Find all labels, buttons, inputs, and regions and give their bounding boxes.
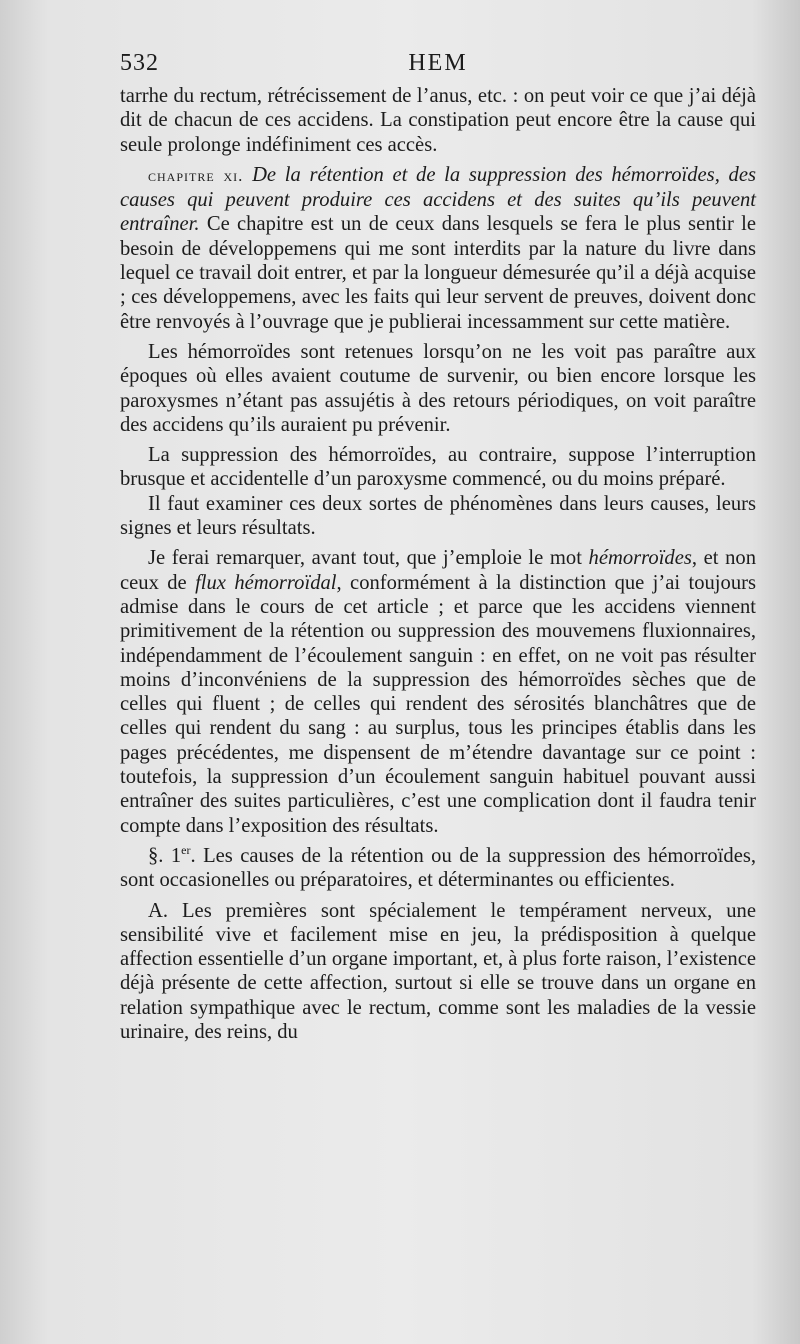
chapter-text: Ce chapitre est un de ceux dans lesquels se fera le plus sentir le besoin de développemens qui me sont interdits par la nature du livre dans lequel ce travail doit entrer, et par la longueur démesurée qu’il a déjà acquise ; ces développemens, avec les faits qui leur servent de preuves, doivent donc être renvoyés à l’ouvrage que je publierai incessamment sur cette matière. bbox=[120, 213, 756, 333]
section-mark: §. 1 bbox=[148, 844, 182, 867]
paragraph-examine: Il faut examiner ces deux sortes de phénomènes dans leurs causes, leurs signes et leurs résultats. bbox=[120, 492, 756, 540]
remark-text-b: , et non ceux de bbox=[120, 547, 756, 594]
running-head: HEM bbox=[408, 50, 468, 76]
paragraph-retention: Les hémorroïdes sont retenues lorsqu’on ne les voit pas paraître aux époques où elles avaient coutume de survenir, ou bien encore lorsque les paroxysmes n’étant pas assujétis à des retours périodiques, on voit paraître des accidens qu’ils auraient pu prévenir. bbox=[120, 340, 756, 436]
section-superscript: er bbox=[181, 843, 191, 858]
paragraph-remark bbox=[120, 546, 756, 838]
paragraph-causes-a: A. Les premières sont spécialement le tempérament nerveux, une sensibilité vive et facilement mise en jeu, la prédisposition à quelque affection essentielle d’un organe important, et, à plus forte raison, l’existence déjà présente de cette affection, surtout si elle se trouve dans un organe en relation sympathique avec le rectum, comme sont les maladies de la vessie urinaire, des reins, du bbox=[120, 899, 756, 1043]
paragraph-section-1 bbox=[120, 844, 756, 893]
remark-text-a: Je ferai remarquer, avant tout, que j’emploie le mot bbox=[148, 547, 582, 570]
paragraph-suppression: La suppression des hémorroïdes, au contraire, suppose l’interruption brusque et accidentelle d’un paroxysme commencé, ou du moins préparé. bbox=[120, 444, 756, 491]
chapter-title: De la rétention et de la suppression des hémorroïdes, des causes qui peuvent produire ces accidens et des suites qu’ils peuvent entraîner. bbox=[120, 163, 756, 236]
remark-term-hemorroides: hémorroïdes bbox=[588, 547, 692, 570]
chapter-label: chapitre xi. bbox=[148, 165, 244, 185]
page-number: 532 bbox=[120, 50, 159, 76]
section-text: . Les causes de la rétention ou de la suppression des hémorroïdes, sont occasionelles ou préparatoires, et déterminantes ou efficientes. bbox=[120, 844, 757, 892]
page-header bbox=[120, 50, 756, 82]
page-body bbox=[120, 84, 756, 1044]
remark-term-flux: flux hémorroïdal bbox=[195, 571, 337, 594]
paragraph-continuation: tarrhe du rectum, rétrécissement de l’anus, etc. : on peut voir ce que j’ai déjà dit de chacun de ces accidens. La constipation peut encore être la cause qui seule prolonge indéfiniment ces accès. bbox=[120, 85, 756, 156]
paragraph-chapter-xi bbox=[120, 163, 756, 334]
remark-text-c: , conformément à la distinction que j’ai toujours admise dans le cours de cet article ; et parce que les accidens viennent primitivement de la rétention ou suppression des mouvemens fluxionnaires, indépendamment de l’écoulement sanguin : en effet, on ne voit pas résulter moins d’inconvéniens de la suppression des hémorroïdes sèches que de celles qui fluent ; de celles qui rendent des sérosités blanchâtres que de celles qui rendent du sang : au surplus, tous les principes établis dans les pages précédentes, me dispensent de m’étendre davantage sur ce point : toutefois, la suppression d’un écoulement sanguin habituel pouvant aussi entraîner des suites particulières, c’est une complication dont il faudra tenir compte dans l’exposition des résultats. bbox=[120, 571, 756, 837]
